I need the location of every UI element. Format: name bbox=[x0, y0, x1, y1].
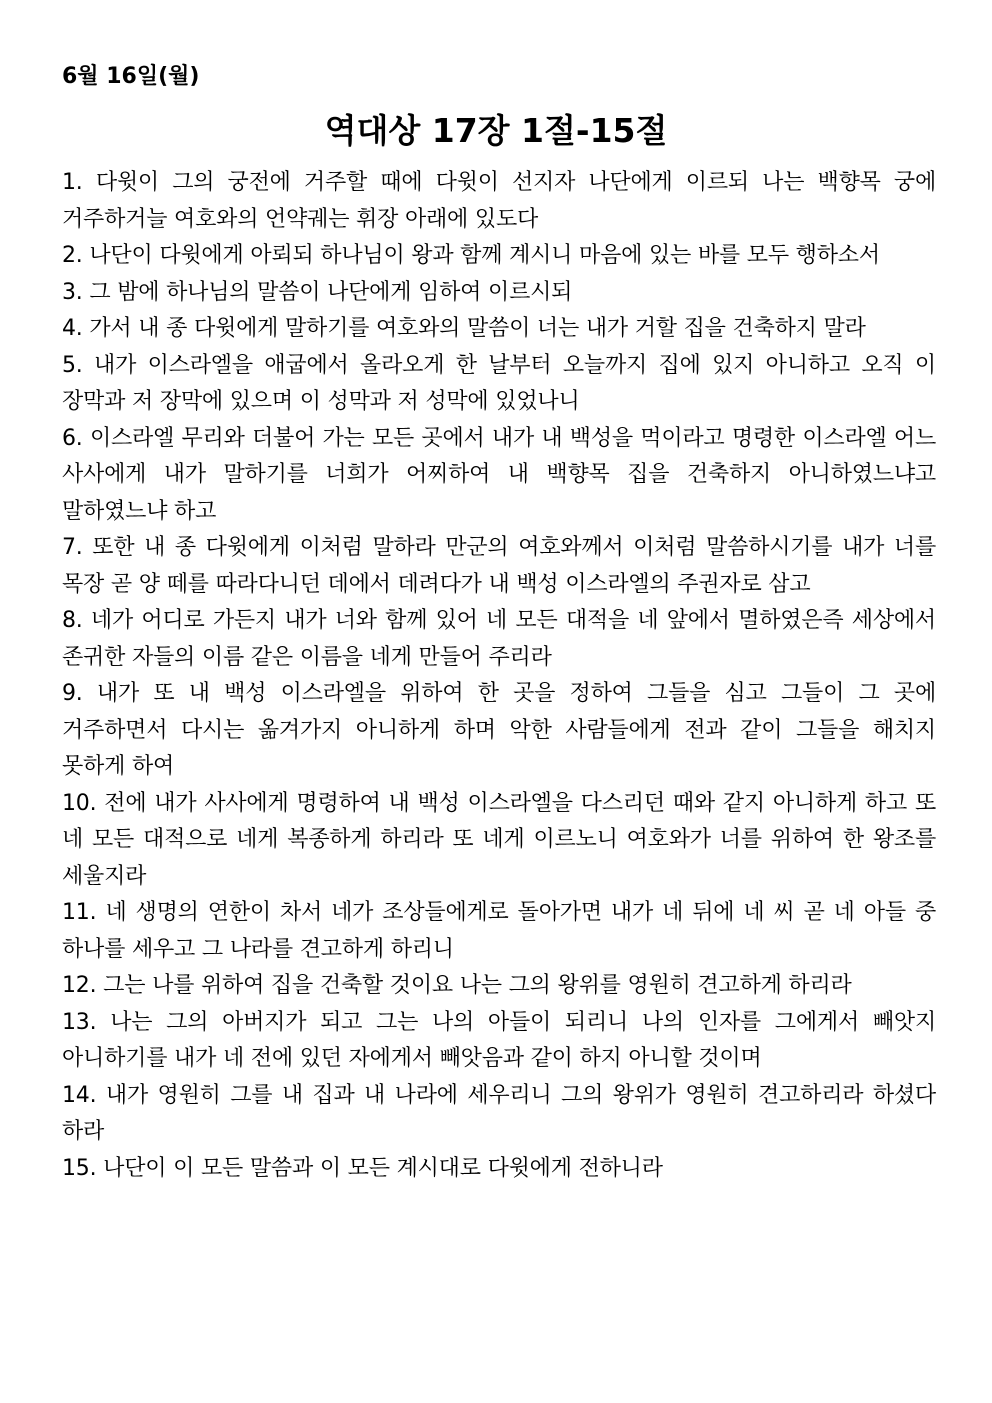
verse-10: 10. 전에 내가 사사에게 명령하여 내 백성 이스라엘을 다스리던 때와 같지 아니하게 하고 또 네 모든 대적으로 네게 복종하게 하리라 또 네게 이르노니 여호와가 너를 위하여 한 왕조를 세울지라 bbox=[62, 790, 936, 889]
verse-9: 9. 내가 또 내 백성 이스라엘을 위하여 한 곳을 정하여 그들을 심고 그들이 그 곳에 거주하면서 다시는 옮겨가지 아니하게 하며 악한 사람들에게 전과 같이 그들을 해치지 못하게 하여 bbox=[62, 681, 936, 779]
verse-5: 5. 내가 이스라엘을 애굽에서 올라오게 한 날부터 오늘까지 집에 있지 아니하고 오직 이 장막과 저 장막에 있으며 이 성막과 저 성막에 있었나니 bbox=[62, 352, 936, 414]
verse-11: 11. 네 생명의 연한이 차서 네가 조상들에게로 돌아가면 내가 네 뒤에 네 씨 곧 네 아들 중 하나를 세우고 그 나라를 견고하게 하리니 bbox=[62, 900, 936, 962]
verse-13: 13. 나는 그의 아버지가 되고 그는 나의 아들이 되리니 나의 인자를 그에게서 빼앗지 아니하기를 내가 네 전에 있던 자에게서 빼앗음과 같이 하지 아니할 것이며 bbox=[62, 1009, 936, 1071]
verse-list bbox=[62, 165, 936, 1187]
verse-3: 3. 그 밤에 하나님의 말씀이 나단에게 임하여 이르시되 bbox=[62, 279, 573, 305]
date-label: 6월 16일(월) bbox=[62, 64, 200, 89]
verse-1: 1. 다윗이 그의 궁전에 거주할 때에 다윗이 선지자 나단에게 이르되 나는 백향목 궁에 거주하거늘 여호와의 언약궤는 휘장 아래에 있도다 bbox=[62, 170, 936, 232]
verse-8: 8. 네가 어디로 가든지 내가 너와 함께 있어 네 모든 대적을 네 앞에서 멸하였은즉 세상에서 존귀한 자들의 이름 같은 이름을 네게 만들어 주리라 bbox=[62, 608, 936, 670]
verse-12: 12. 그는 나를 위하여 집을 건축할 것이요 나는 그의 왕위를 영원히 견고하게 하리라 bbox=[62, 973, 852, 998]
verse-2: 2. 나단이 다윗에게 아뢰되 하나님이 왕과 함께 계시니 마음에 있는 바를 모두 행하소서 bbox=[62, 243, 880, 268]
verse-4: 4. 가서 내 종 다윗에게 말하기를 여호와의 말씀이 너는 내가 거할 집을 건축하지 말라 bbox=[62, 316, 866, 341]
verse-7: 7. 또한 내 종 다윗에게 이처럼 말하라 만군의 여호와께서 이처럼 말씀하시기를 내가 너를 목장 곧 양 떼를 따라다니던 데에서 데려다가 내 백성 이스라엘의 주권자로 삼고 bbox=[62, 535, 936, 597]
verse-15: 15. 나단이 이 모든 말씀과 이 모든 계시대로 다윗에게 전하니라 bbox=[62, 1155, 663, 1181]
verse-14: 14. 내가 영원히 그를 내 집과 내 나라에 세우리니 그의 왕위가 영원히 견고하리라 하셨다 하라 bbox=[62, 1082, 936, 1144]
page-title: 역대상 17장 1절-15절 bbox=[324, 111, 668, 150]
verse-6: 6. 이스라엘 무리와 더불어 가는 모든 곳에서 내가 내 백성을 먹이라고 명령한 이스라엘 어느 사사에게 내가 말하기를 너희가 어찌하여 내 백향목 집을 건축하지 아니하였느냐고 말하였느냐 하고 bbox=[62, 425, 936, 524]
